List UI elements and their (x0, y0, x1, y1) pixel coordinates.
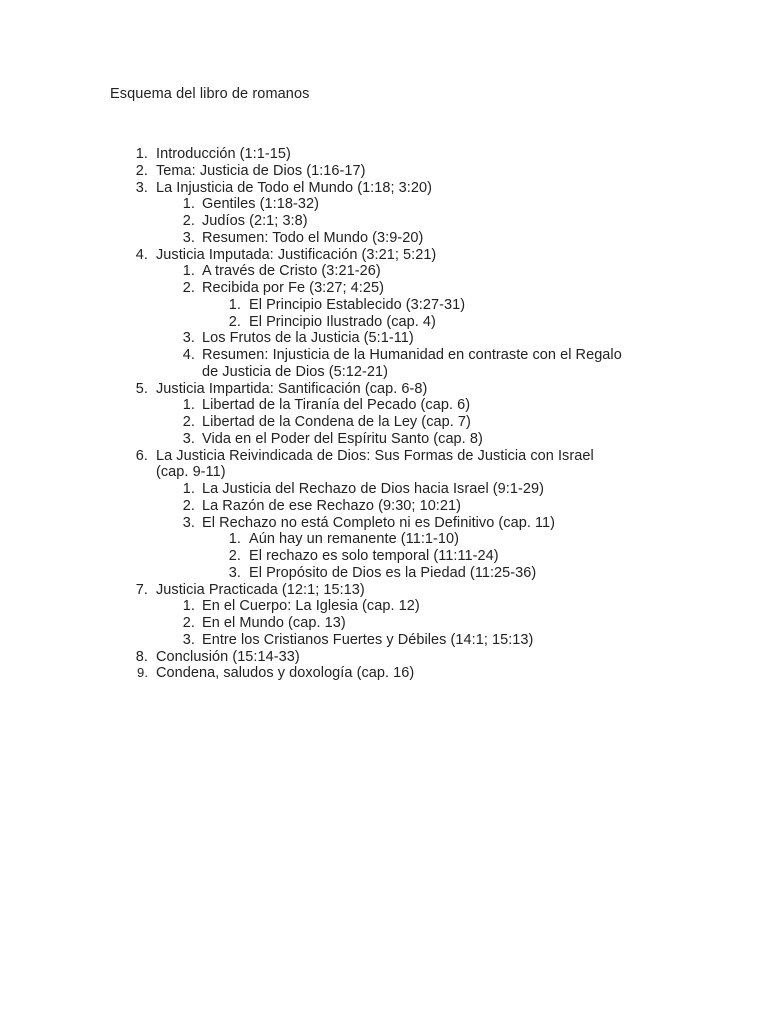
outline-item-text: La Razón de ese Rechazo (9:30; 10:21) (202, 497, 461, 514)
outline-item-level-1 (0, 448, 768, 465)
document-title: Esquema del libro de romanos (110, 86, 310, 102)
outline-item-text: Justicia Impartida: Santificación (cap. 6-8) (156, 380, 428, 397)
outline-item-number: 3. (228, 564, 241, 581)
outline-item-text: Gentiles (1:18-32) (202, 196, 319, 213)
outline-item-number: 1. (182, 196, 195, 213)
outline-item-text: Resumen: Todo el Mundo (3:9-20) (202, 229, 424, 246)
outline-item-text: El Principio Establecido (3:27-31) (249, 296, 466, 313)
outline-item-text: El Principio Ilustrado (cap. 4) (249, 313, 436, 330)
outline-item-level-2 (0, 632, 768, 649)
outline-item-level-2 (0, 515, 768, 532)
outline-item-level-2 (0, 213, 768, 230)
outline-item-number: 2. (135, 162, 148, 179)
outline-item-number: 2. (182, 497, 195, 514)
outline-item-text: Vida en el Poder del Espíritu Santo (cap. 8) (202, 430, 483, 447)
outline-item-level-1 (0, 649, 768, 666)
outline-item-text: Justicia Practicada (12:1; 15:13) (156, 581, 365, 598)
outline-item-number: 1. (182, 598, 195, 615)
outline-item-level-2 (0, 481, 768, 498)
outline-item-text: En el Cuerpo: La Iglesia (cap. 12) (202, 598, 420, 615)
outline-item-number: 9. (137, 665, 148, 681)
outline-item-level-2 (0, 414, 768, 431)
outline-item-number: 2. (228, 313, 241, 330)
outline-item-level-3 (0, 297, 768, 314)
outline-item-text: Tema: Justicia de Dios (1:16-17) (156, 162, 366, 179)
outline-item-level-2 (0, 598, 768, 615)
outline-item-level-3 (0, 531, 768, 548)
outline-item-level-1 (0, 665, 768, 682)
outline-item-number: 2. (182, 280, 195, 296)
outline-item-level-2 (0, 347, 768, 364)
outline-item-number: 1. (228, 296, 241, 313)
outline-item-number: 8. (135, 648, 148, 665)
outline-item-level-1 (0, 146, 768, 163)
outline-item-number: 3. (182, 330, 195, 347)
outline-item-number: 2. (182, 414, 195, 430)
outline-item-text: Recibida por Fe (3:27; 4:25) (202, 280, 384, 296)
outline-item-text: La Justicia Reivindicada de Dios: Sus Formas de Justicia con Israel (156, 447, 594, 464)
outline-item-number: 3. (182, 631, 195, 648)
outline-item-continuation (0, 364, 768, 381)
outline-item-number: 4. (182, 347, 195, 363)
outline-list (0, 146, 768, 682)
outline-item-number: 2. (182, 213, 195, 229)
outline-item-text: (cap. 9-11) (156, 464, 226, 481)
outline-item-text: La Injusticia de Todo el Mundo (1:18; 3:20) (156, 179, 432, 196)
outline-item-text: de Justicia de Dios (5:12-21) (202, 363, 389, 380)
outline-item-number: 5. (135, 380, 148, 397)
outline-item-number: 3. (182, 514, 195, 531)
outline-item-level-2 (0, 397, 768, 414)
outline-item-number: 4. (135, 246, 148, 263)
outline-item-level-2 (0, 431, 768, 448)
outline-item-level-1 (0, 163, 768, 180)
outline-item-level-3 (0, 548, 768, 565)
outline-item-text: El Propósito de Dios es la Piedad (11:25-36) (249, 564, 537, 581)
outline-item-level-1 (0, 180, 768, 197)
outline-item-number: 2. (182, 615, 195, 631)
outline-item-text: Introducción (1:1-15) (156, 146, 291, 162)
outline-item-number: 1. (182, 263, 195, 280)
outline-item-number: 7. (135, 581, 148, 598)
outline-item-number: 6. (135, 447, 148, 464)
outline-item-level-2 (0, 498, 768, 515)
outline-item-text: Aún hay un remanente (11:1-10) (249, 531, 460, 548)
outline-item-number: 1. (182, 397, 195, 414)
outline-item-level-3 (0, 565, 768, 582)
outline-item-text: A través de Cristo (3:21-26) (202, 263, 381, 280)
outline-item-text: La Justicia del Rechazo de Dios hacia Israel (9:1-29) (202, 481, 544, 497)
outline-item-text: Conclusión (15:14-33) (156, 648, 300, 665)
outline-item-text: Libertad de la Tiranía del Pecado (cap. 6) (202, 397, 471, 414)
outline-item-level-2 (0, 615, 768, 632)
outline-item-level-2 (0, 280, 768, 297)
outline-item-number: 1. (135, 146, 148, 162)
outline-item-number: 2. (228, 548, 241, 564)
outline-item-level-3 (0, 314, 768, 331)
outline-item-level-2 (0, 263, 768, 280)
outline-item-text: Los Frutos de la Justicia (5:1-11) (202, 330, 414, 347)
outline-item-text: El rechazo es solo temporal (11:11-24) (249, 548, 499, 564)
outline-item-text: Entre los Cristianos Fuertes y Débiles (14:1; 15:13) (202, 631, 534, 648)
outline-item-level-2 (0, 230, 768, 247)
outline-item-text: Resumen: Injusticia de la Humanidad en contraste con el Regalo (202, 347, 622, 363)
outline-item-number: 1. (228, 531, 241, 548)
outline-item-number: 3. (182, 229, 195, 246)
outline-item-text: Judíos (2:1; 3:8) (202, 213, 308, 229)
outline-item-text: Libertad de la Condena de la Ley (cap. 7) (202, 414, 471, 430)
outline-item-number: 3. (182, 430, 195, 447)
outline-item-text: El Rechazo no está Completo ni es Definitivo (cap. 11) (202, 514, 556, 531)
outline-item-level-2 (0, 330, 768, 347)
outline-item-continuation (0, 464, 768, 481)
outline-item-level-1 (0, 247, 768, 264)
outline-item-text: Justicia Imputada: Justificación (3:21; 5:21) (156, 246, 437, 263)
outline-item-text: En el Mundo (cap. 13) (202, 615, 346, 631)
outline-item-number: 1. (182, 481, 195, 497)
outline-item-level-1 (0, 582, 768, 599)
outline-item-level-2 (0, 196, 768, 213)
outline-item-text: Condena, saludos y doxología (cap. 16) (156, 665, 415, 682)
outline-item-level-1 (0, 381, 768, 398)
outline-item-number: 3. (135, 179, 148, 196)
